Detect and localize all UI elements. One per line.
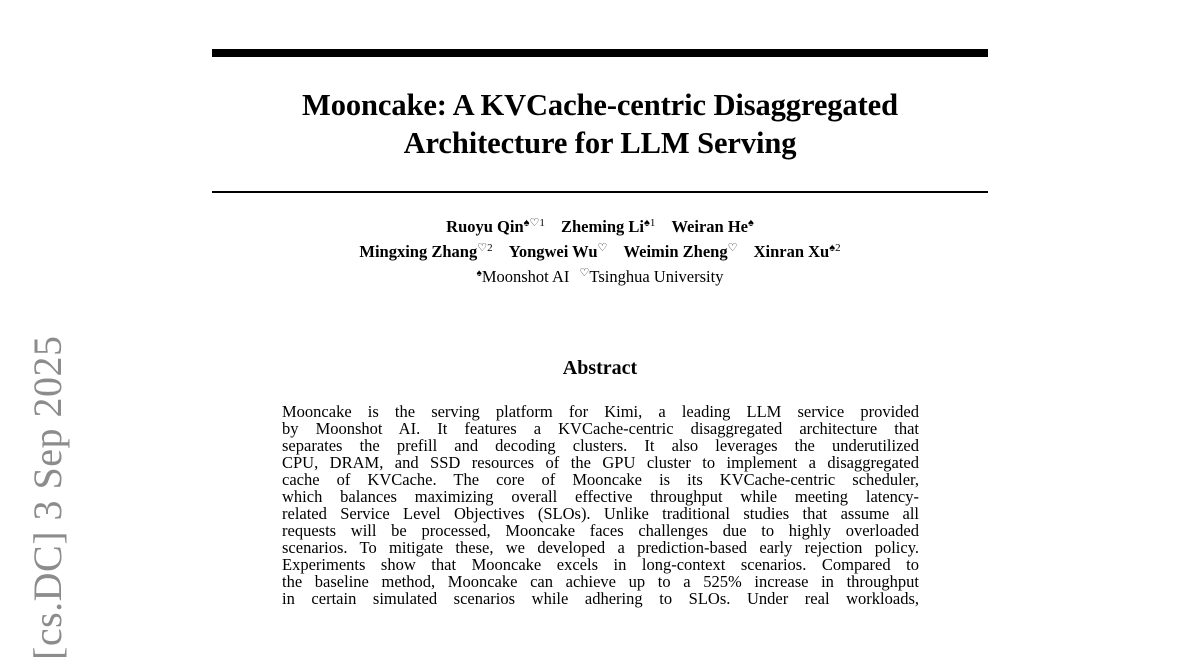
author-name: Zheming Li [561,217,644,236]
abstract-line: cache of KVCache. The core of Mooncake is its KVCache-centric scheduler, [282,470,919,489]
author-item [561,217,655,236]
abstract-line: by Moonshot AI. It features a KVCache-centric disaggregated architecture that [282,419,919,438]
abstract-line: the baseline method, Mooncake can achieve up to a 525% increase in throughput [282,572,919,591]
abstract-heading: Abstract [562,357,638,379]
author-affiliation-mark: ♠1 [643,217,656,229]
abstract-line: requests will be processed, Mooncake faces challenges due to highly overloaded [282,521,919,540]
authors-line-1 [212,214,988,239]
top-rule [212,49,988,57]
paper-title [212,86,988,162]
author-item [754,242,841,261]
author-item [359,242,492,261]
abstract-line: separates the prefill and decoding clusters. It also leverages the underutilized [282,436,919,455]
title-line: Mooncake: A KVCache-centric Disaggregated [302,88,898,122]
abstract-line: Experiments show that Mooncake excels in long-context scenarios. Compared to [282,555,919,574]
author-name: Ruoyu Qin [446,217,524,236]
abstract-line: related Service Level Objectives (SLOs). Unlike traditional studies that assume all [282,504,919,523]
author-name: Mingxing Zhang [359,242,478,261]
abstract-line: in certain simulated scenarios while adhering to SLOs. Under real workloads, [282,589,919,608]
authors-line-2 [212,239,988,264]
abstract-line: scenarios. To mitigate these, we developed a prediction-based early rejection policy. [282,538,919,557]
title-rule [212,191,988,193]
affiliation-name: Tsinghua University [589,267,724,286]
affiliation-item [580,267,724,286]
author-affiliation-mark: ♠2 [829,242,841,254]
affiliation-symbol: ♡ [579,267,590,279]
title-line: Architecture for LLM Serving [403,126,797,160]
author-affiliation-mark: ♡ [727,242,738,254]
author-item [624,242,738,261]
abstract-line: CPU, DRAM, and SSD resources of the GPU cluster to implement a disaggregated [282,453,919,472]
arxiv-side-stamp: [cs.DC] 3 Sep 2025 [25,335,70,660]
author-item [446,217,545,236]
abstract-body [282,403,919,607]
author-affiliation-mark: ♠ [747,217,754,229]
affiliations-line [212,264,988,289]
author-name: Weimin Zheng [623,242,728,261]
author-item [509,242,608,261]
abstract-line: which balances maximizing overall effective throughput while meeting latency- [282,487,919,506]
affiliation-item [477,267,570,286]
author-affiliation-mark: ♠♡1 [523,217,545,229]
author-name: Weiran He [671,217,748,236]
author-name: Yongwei Wu [508,242,598,261]
author-item [671,217,753,236]
affiliation-name: Moonshot AI [481,267,570,286]
author-block [212,214,988,289]
affiliation-symbol: ♠ [476,268,482,279]
author-affiliation-mark: ♡ [597,242,608,254]
abstract-line: Mooncake is the serving platform for Kimi, a leading LLM service provided [282,402,919,421]
author-name: Xinran Xu [753,242,830,261]
author-affiliation-mark: ♡2 [477,242,493,254]
